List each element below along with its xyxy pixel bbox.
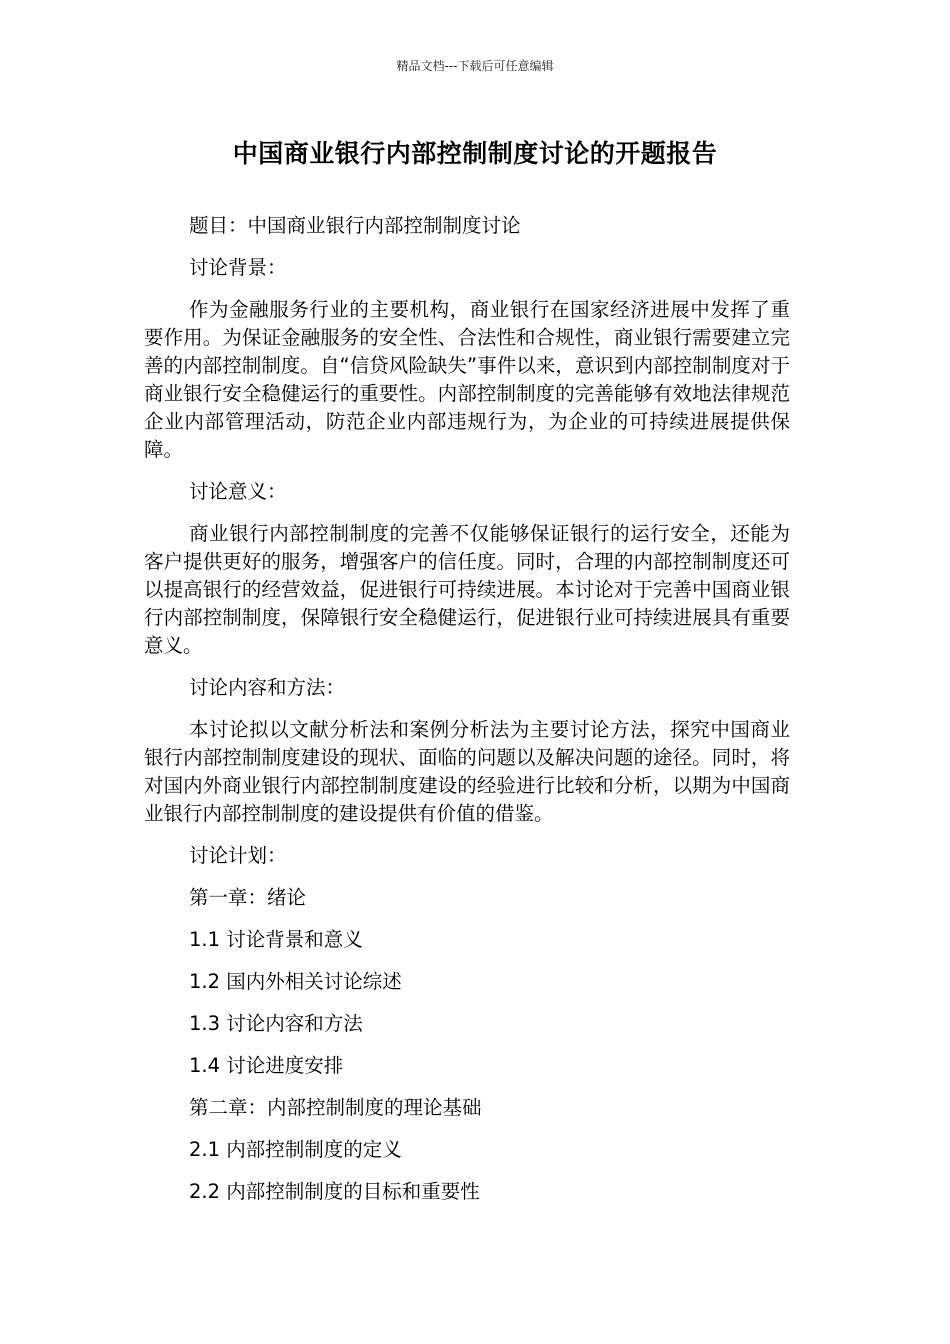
outline-item: 2.2 内部控制制度的目标和重要性 — [189, 1180, 480, 1203]
plan-heading: 讨论计划： — [189, 844, 287, 867]
outline-item: 1.2 国内外相关讨论综述 — [189, 970, 402, 993]
outline-item: 2.1 内部控制制度的定义 — [189, 1138, 402, 1161]
header-watermark: 精品文档---下载后可任意编辑 — [396, 59, 554, 73]
methods-paragraph: 本讨论拟以文献分析法和案例分析法为主要讨论方法，探究中国商业银行内部控制制度建设的现状、面临的问题以及解决问题的途径。同时，将对国内外商业银行内部控制制度建设的经验进行比较和分析，以期为中国商业银行内部控制制度的建设提供有价值的借鉴。 — [144, 718, 790, 825]
outline-item: 1.3 讨论内容和方法 — [189, 1012, 363, 1035]
background-heading: 讨论背景： — [189, 256, 287, 279]
document-title: 中国商业银行内部控制制度讨论的开题报告 — [232, 139, 718, 168]
topic-line: 题目：中国商业银行内部控制制度讨论 — [189, 214, 521, 237]
significance-heading: 讨论意义： — [189, 480, 287, 503]
outline-item: 1.4 讨论进度安排 — [189, 1054, 344, 1077]
background-paragraph: 作为金融服务行业的主要机构，商业银行在国家经济进展中发挥了重要作用。为保证金融服务的安全性、合法性和合规性，商业银行需要建立完善的内部控制制度。自“信贷风险缺失”事件以来，意识到内部控制制度对于商业银行安全稳健运行的重要性。内部控制制度的完善能够有效地法律规范企业内部管理活动，防范企业内部违规行为，为企业的可持续进展提供保障。 — [144, 298, 790, 461]
document-body — [144, 212, 790, 1220]
methods-heading: 讨论内容和方法： — [189, 676, 346, 699]
significance-paragraph: 商业银行内部控制制度的完善不仅能够保证银行的运行安全，还能为客户提供更好的服务，增强客户的信任度。同时，合理的内部控制制度还可以提高银行的经营效益，促进银行可持续进展。本讨论对于完善中国商业银行内部控制制度，保障银行安全稳健运行，促进银行业可持续进展具有重要意义。 — [144, 522, 790, 657]
outline-item: 第一章：绪论 — [189, 886, 307, 909]
outline-item: 1.1 讨论背景和意义 — [189, 928, 363, 951]
outline-item: 第二章：内部控制制度的理论基础 — [189, 1096, 482, 1119]
plan-outline — [144, 884, 790, 1206]
